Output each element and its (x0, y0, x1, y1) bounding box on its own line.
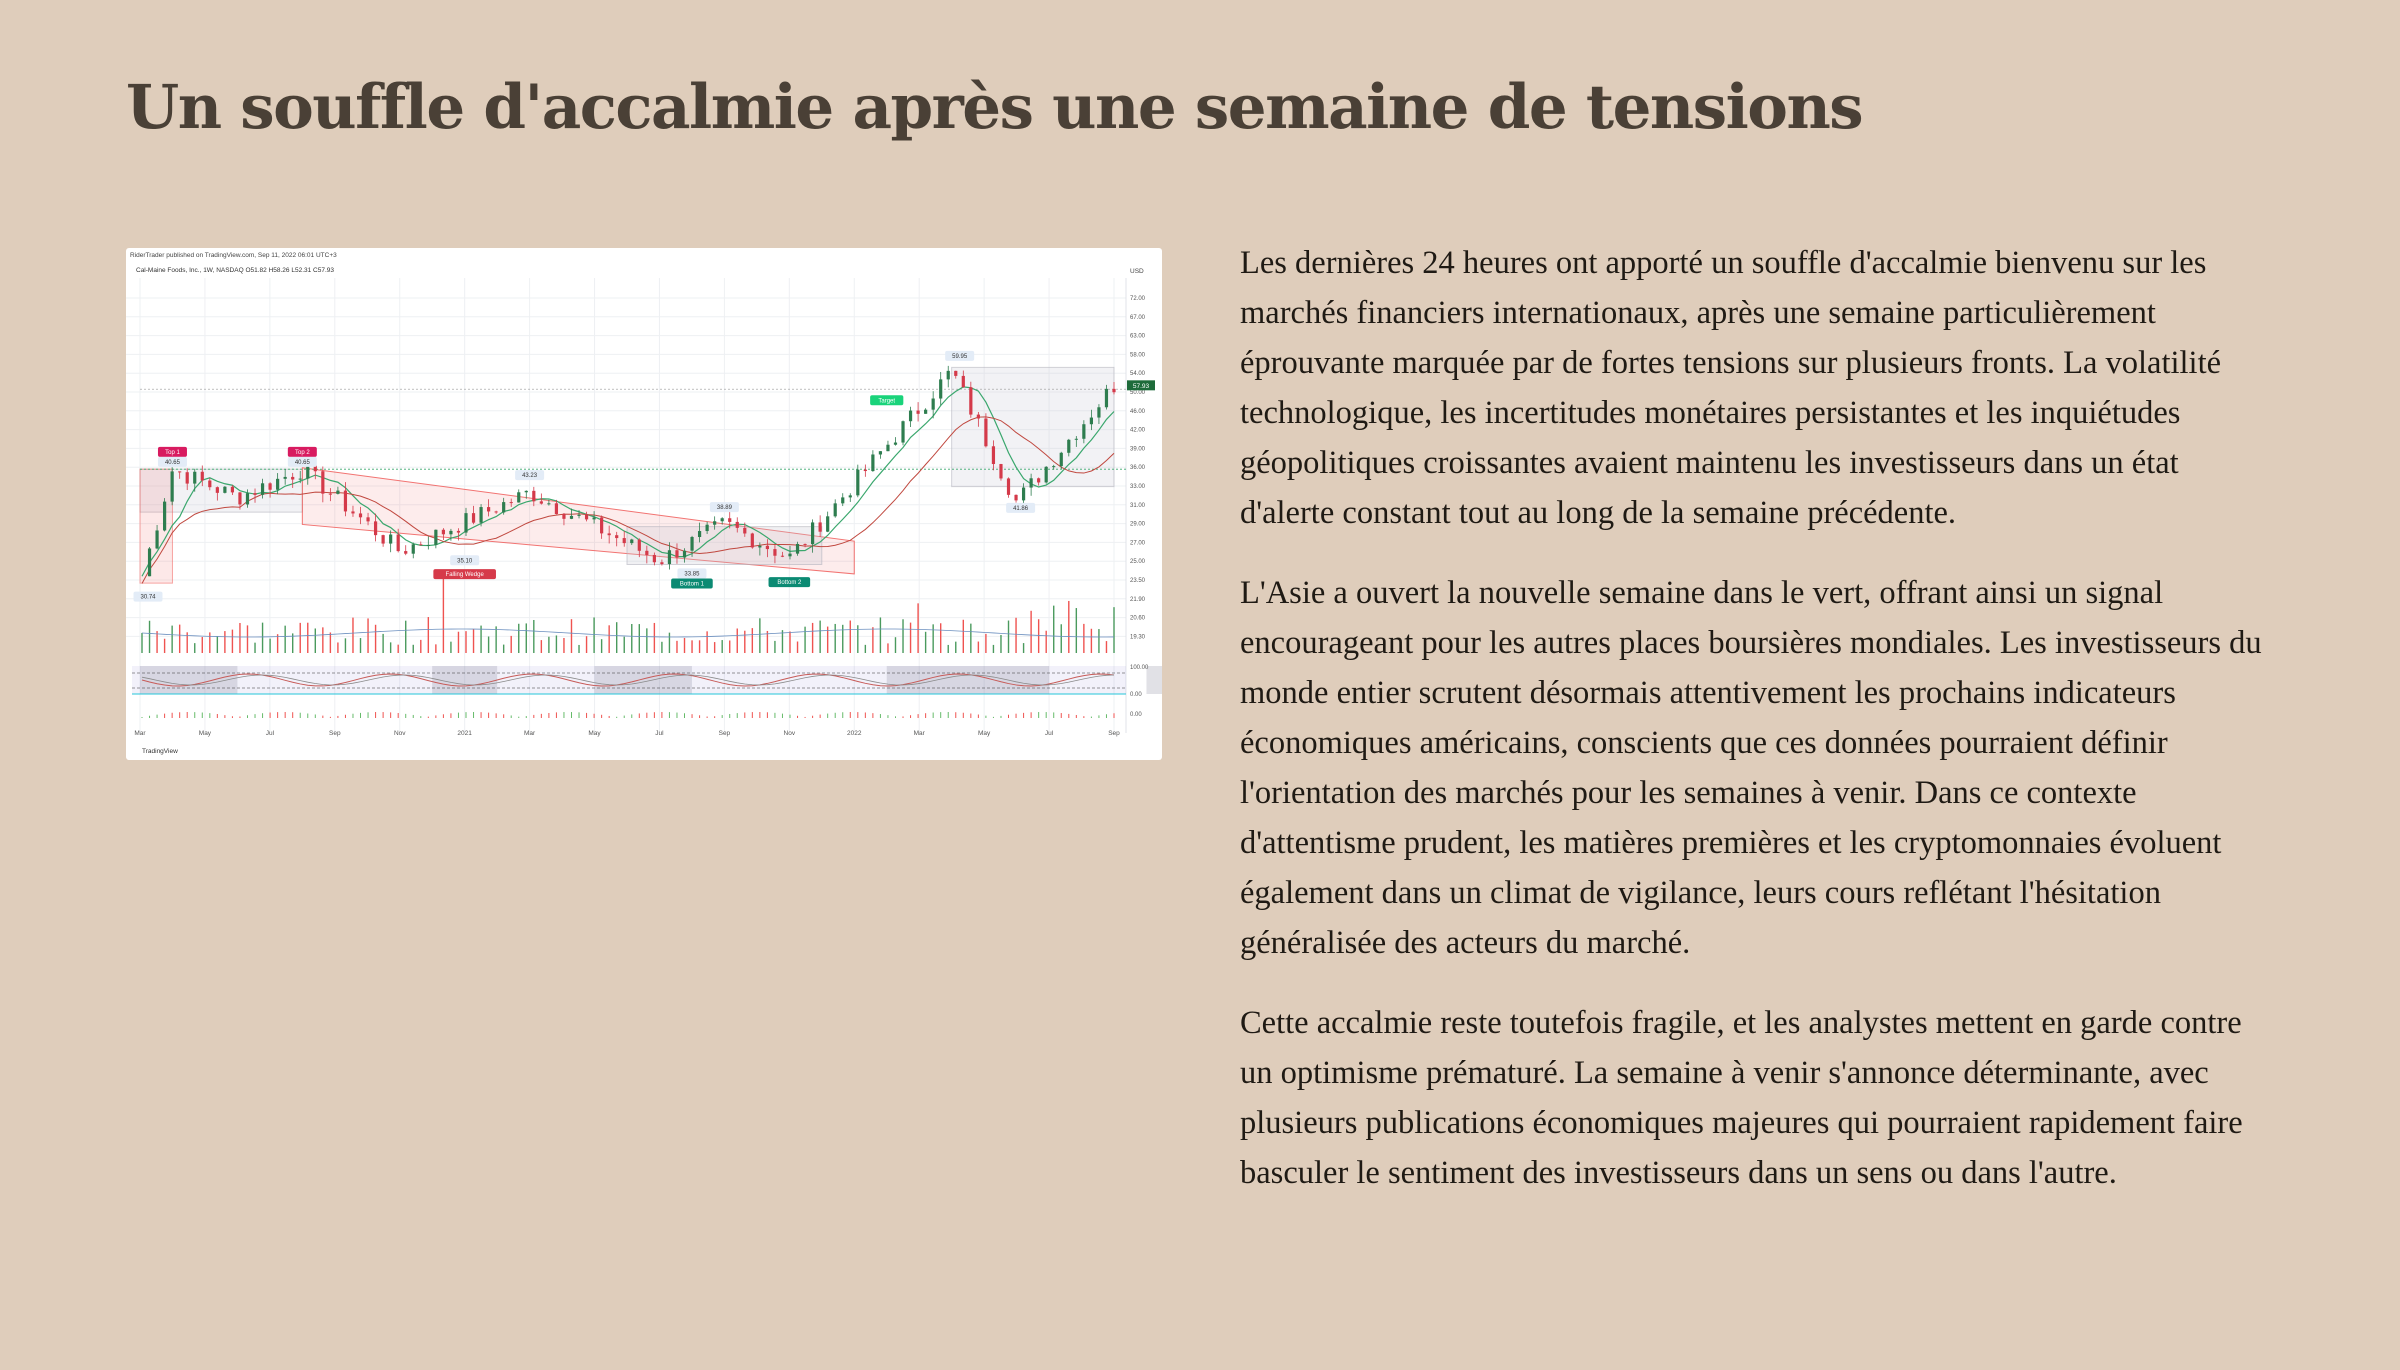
candle-body (382, 535, 385, 543)
y-tick-label: 42.00 (1130, 427, 1146, 434)
candle-body (201, 472, 204, 481)
candle-body (909, 411, 912, 422)
candle-body (487, 507, 490, 511)
oscillator-shade (887, 666, 1049, 694)
candle-body (992, 446, 995, 464)
candle-body (155, 530, 158, 548)
annotation-label: Bottom 2 (777, 580, 802, 587)
candle-body (736, 522, 739, 528)
y-tick-label: 31.00 (1130, 502, 1146, 509)
candle-body (713, 521, 716, 524)
candle-body (562, 514, 565, 519)
annotation-label: 33.85 (684, 571, 700, 578)
candle-body (1030, 478, 1033, 487)
candle-body (615, 535, 618, 538)
x-tick-label: Mar (913, 730, 925, 737)
article-paragraph-2: L'Asie a ouvert la nouvelle semaine dans le vert, offrant ainsi un signal encourageant pour les autres places boursières mondiales. Les investisseurs du monde entier scrutent désormais attentivement les prochains indicateurs économiques américains, conscients que ces données pourraient définir l'orientation des marchés pour les semaines à venir. Dans ce contexte d'attentisme prudent, les matières premières et les cryptomonnaies évoluent également dans un climat de vigilance, leurs cours reflétant l'hésitation généralisée des acteurs du marché. (1240, 575, 2262, 961)
candle-body (449, 531, 452, 534)
candle-body (148, 548, 151, 576)
candle-body (690, 537, 693, 551)
candle-body (1097, 407, 1100, 417)
candle-body (600, 518, 603, 534)
candle-body (879, 451, 882, 454)
oscillator-shade (432, 666, 497, 694)
candle-body (495, 511, 498, 512)
y-tick-label: 21.90 (1130, 596, 1146, 603)
candle-body (547, 503, 550, 504)
candle-body (796, 544, 799, 554)
x-tick-label: Sep (718, 730, 731, 737)
y-tick-label: 33.00 (1130, 484, 1146, 490)
candle-body (683, 551, 686, 558)
candle-body (1014, 495, 1017, 501)
candle-body (306, 465, 309, 478)
candle-body (728, 518, 731, 522)
candle-body (901, 421, 904, 442)
annotation-label: Top 2 (294, 449, 310, 456)
candle-body (788, 554, 791, 557)
article-paragraph-1: Les dernières 24 heures ont apporté un souffle d'accalmie bienvenu sur les marchés financiers internationaux, après une semaine particulièrement éprouvante marquée par de fortes tensions sur plusieurs fronts. La volatilité technologique, les incertitudes monétaires persistantes et les inquiétudes géopolitiques croissantes avaient maintenu les investisseurs dans un état d'alerte constant tout au long de la semaine précédente. (1240, 245, 2222, 531)
candle-body (826, 516, 829, 531)
candle-body (163, 502, 166, 531)
candle-body (351, 511, 354, 513)
tradingview-brand: TradingView (142, 748, 178, 755)
candle-body (502, 502, 505, 512)
candle-body (638, 540, 641, 551)
candle-body (223, 487, 226, 493)
y-tick-label: 46.00 (1130, 408, 1146, 415)
y-tick-label: 39.00 (1130, 446, 1146, 453)
stock-chart-image (126, 248, 1162, 760)
candle-body (706, 525, 709, 531)
candle-body (758, 546, 761, 548)
y-tick-label: 29.00 (1130, 521, 1146, 528)
candle-body (1060, 453, 1063, 466)
y-tick-label: 19.30 (1130, 634, 1146, 641)
candle-body (721, 518, 724, 521)
x-tick-label: Sep (329, 730, 341, 737)
candle-body (329, 494, 332, 495)
candle-body (299, 479, 302, 480)
candle-body (984, 418, 987, 446)
candle-body (811, 522, 814, 544)
candle-body (962, 376, 965, 387)
candle-body (916, 411, 919, 414)
candle-body (517, 492, 520, 502)
oscillator-tick-label: 100.00 (1130, 665, 1149, 671)
candle-body (510, 502, 513, 503)
x-tick-label: Sep (1108, 730, 1120, 737)
volume-average (142, 629, 1114, 637)
candle-body (871, 454, 874, 471)
candle-body (231, 487, 234, 493)
y-tick-label: 67.00 (1130, 314, 1146, 321)
candle-body (592, 518, 595, 520)
annotation-label: 35.10 (457, 558, 473, 565)
candle-body (751, 533, 754, 547)
candle-body (570, 516, 573, 519)
candle-body (1112, 389, 1115, 392)
candle-body (1007, 478, 1010, 494)
candle-body (954, 371, 957, 376)
candle-body (434, 530, 437, 545)
annotation-label: Top 1 (165, 449, 180, 456)
candle-body (947, 371, 950, 380)
annotation-label: 41.86 (1013, 505, 1029, 512)
candle-body (412, 544, 415, 553)
annotation-label: 38.89 (716, 505, 732, 512)
candle-body (924, 410, 927, 414)
candle-body (253, 493, 256, 495)
y-tick-label: 63.00 (1130, 333, 1146, 340)
candle-body (336, 491, 339, 494)
candle-body (608, 533, 611, 535)
page-title: Un souffle d'accalmie après une semaine de tensions (126, 72, 1863, 143)
candle-body (577, 515, 580, 516)
oscillator-tick-label: 0.00 (1130, 692, 1142, 698)
x-tick-label: Jul (655, 730, 664, 737)
candle-body (479, 507, 482, 523)
x-tick-label: 2021 (457, 730, 472, 737)
oscillator-shade (595, 666, 692, 694)
bottom-range-box (627, 527, 822, 565)
y-tick-label: 27.00 (1130, 540, 1146, 547)
candle-body (268, 483, 271, 489)
candle-body (427, 545, 430, 546)
candle-body (886, 445, 889, 451)
article-body (1240, 238, 2280, 1228)
candle-body (675, 550, 678, 557)
candle-body (1067, 440, 1070, 453)
candle-body (1075, 439, 1078, 440)
candle-body (359, 513, 362, 517)
candle-body (668, 550, 671, 564)
candle-body (585, 515, 588, 520)
candle-body (653, 555, 656, 562)
oscillator-shade (1146, 666, 1162, 694)
candle-body (389, 535, 392, 544)
candle-body (404, 551, 407, 554)
candle-body (894, 443, 897, 445)
candle-body (630, 540, 633, 544)
candle-body (284, 477, 287, 479)
annotation-label: Target (878, 398, 896, 405)
candle-body (344, 491, 347, 512)
candle-body (261, 483, 264, 495)
candle-body (766, 546, 769, 549)
candle-body (472, 513, 475, 523)
x-tick-label: Jul (265, 730, 275, 737)
y-tick-label: 25.00 (1130, 559, 1146, 566)
x-tick-label: 2022 (847, 730, 862, 737)
candle-body (216, 487, 219, 493)
annotation-label: Bottom 1 (679, 581, 704, 588)
candle-body (698, 531, 701, 537)
oscillator-panel (132, 666, 1162, 718)
candle-body (464, 513, 467, 532)
y-tick-label: 23.50 (1130, 578, 1146, 584)
annotation-label: Falling Wedge (445, 572, 484, 579)
candle-body (645, 551, 648, 555)
candle-body (803, 544, 806, 545)
chart-header: RiderTrader published on TradingView.com, Sep 11, 2022 06:01 UTC+3 (130, 252, 337, 259)
x-tick-label: May (588, 730, 601, 737)
chart-drawings (140, 367, 1126, 583)
x-tick-label: May (198, 730, 212, 737)
candle-body (419, 544, 422, 545)
candle-body (864, 470, 867, 471)
candle-body (1082, 424, 1085, 439)
y-tick-label: 72.00 (1130, 296, 1146, 302)
candle-body (1105, 389, 1108, 407)
y-tick-label: 50.00 (1130, 390, 1146, 396)
candle-body (969, 387, 972, 414)
candle-body (366, 517, 369, 521)
candle-body (238, 492, 241, 504)
annotation-label: 43.23 (522, 473, 538, 480)
last-price-label: 57.93 (1132, 382, 1150, 390)
candle-body (999, 464, 1002, 478)
candle-body (291, 477, 294, 480)
x-tick-label: Mar (523, 730, 536, 737)
candle-body (525, 491, 528, 492)
candle-body (781, 556, 784, 557)
candle-body (540, 501, 543, 503)
article-paragraph-3: Cette accalmie reste toutefois fragile, et les analystes mettent en garde contre un optimisme prématuré. La semaine à venir s'annonce déterminante, avec plusieurs publications économiques majeures qui pourraient rapidement faire basculer le sentiment des investisseurs dans un sens ou dans l'autre. (1240, 1005, 2243, 1191)
candle-body (849, 495, 852, 497)
annotation-label: 59.95 (952, 353, 968, 360)
candle-body (186, 472, 189, 483)
currency-label: USD (1130, 268, 1144, 275)
candle-body (660, 562, 663, 564)
candle-body (1045, 467, 1048, 483)
y-tick-label: 36.00 (1130, 465, 1146, 472)
x-tick-label: Nov (393, 730, 406, 737)
candle-body (374, 521, 377, 535)
candle-body (321, 471, 324, 493)
volume-bars (142, 573, 1114, 653)
candle-body (1052, 466, 1055, 467)
candle-body (932, 399, 935, 410)
oscillator-tick-label: 0.00 (1130, 712, 1142, 718)
annotation-value: 40.65 (164, 459, 180, 466)
candle-body (442, 530, 445, 535)
initial-drop-box (140, 469, 172, 583)
candle-body (246, 493, 249, 504)
candle-body (1090, 418, 1093, 425)
chart-legend: Cal-Maine Foods, Inc., 1W, NASDAQ O51.82 H58.26 L52.31 C57.93 (136, 267, 334, 274)
recent-range-box (952, 367, 1114, 486)
annotation-value: 40.65 (294, 459, 310, 466)
candle-body (555, 503, 558, 514)
candle-body (1022, 488, 1025, 501)
candle-body (856, 470, 859, 496)
candle-body (743, 528, 746, 534)
candle-body (208, 481, 211, 488)
candle-body (939, 379, 942, 398)
candle-body (276, 479, 279, 490)
candle-body (773, 549, 776, 556)
candle-body (1037, 478, 1040, 482)
y-tick-label: 58.00 (1130, 352, 1146, 359)
candle-body (623, 538, 626, 543)
x-tick-label: Nov (783, 730, 796, 737)
y-tick-label: 54.00 (1130, 371, 1146, 378)
candle-body (532, 491, 535, 501)
x-tick-label: May (977, 730, 991, 737)
candle-body (819, 522, 822, 531)
candle-body (841, 497, 844, 503)
x-tick-label: Mar (134, 730, 146, 737)
candle-body (178, 471, 181, 472)
candle-body (834, 503, 837, 516)
candle-body (457, 531, 460, 533)
candle-body (977, 415, 980, 419)
candle-body (171, 471, 174, 501)
y-tick-label: 20.60 (1130, 615, 1146, 622)
candle-body (193, 472, 196, 484)
candle-body (397, 535, 400, 552)
x-tick-label: Jul (1044, 730, 1054, 737)
annotation-label: 30.74 (140, 594, 156, 601)
